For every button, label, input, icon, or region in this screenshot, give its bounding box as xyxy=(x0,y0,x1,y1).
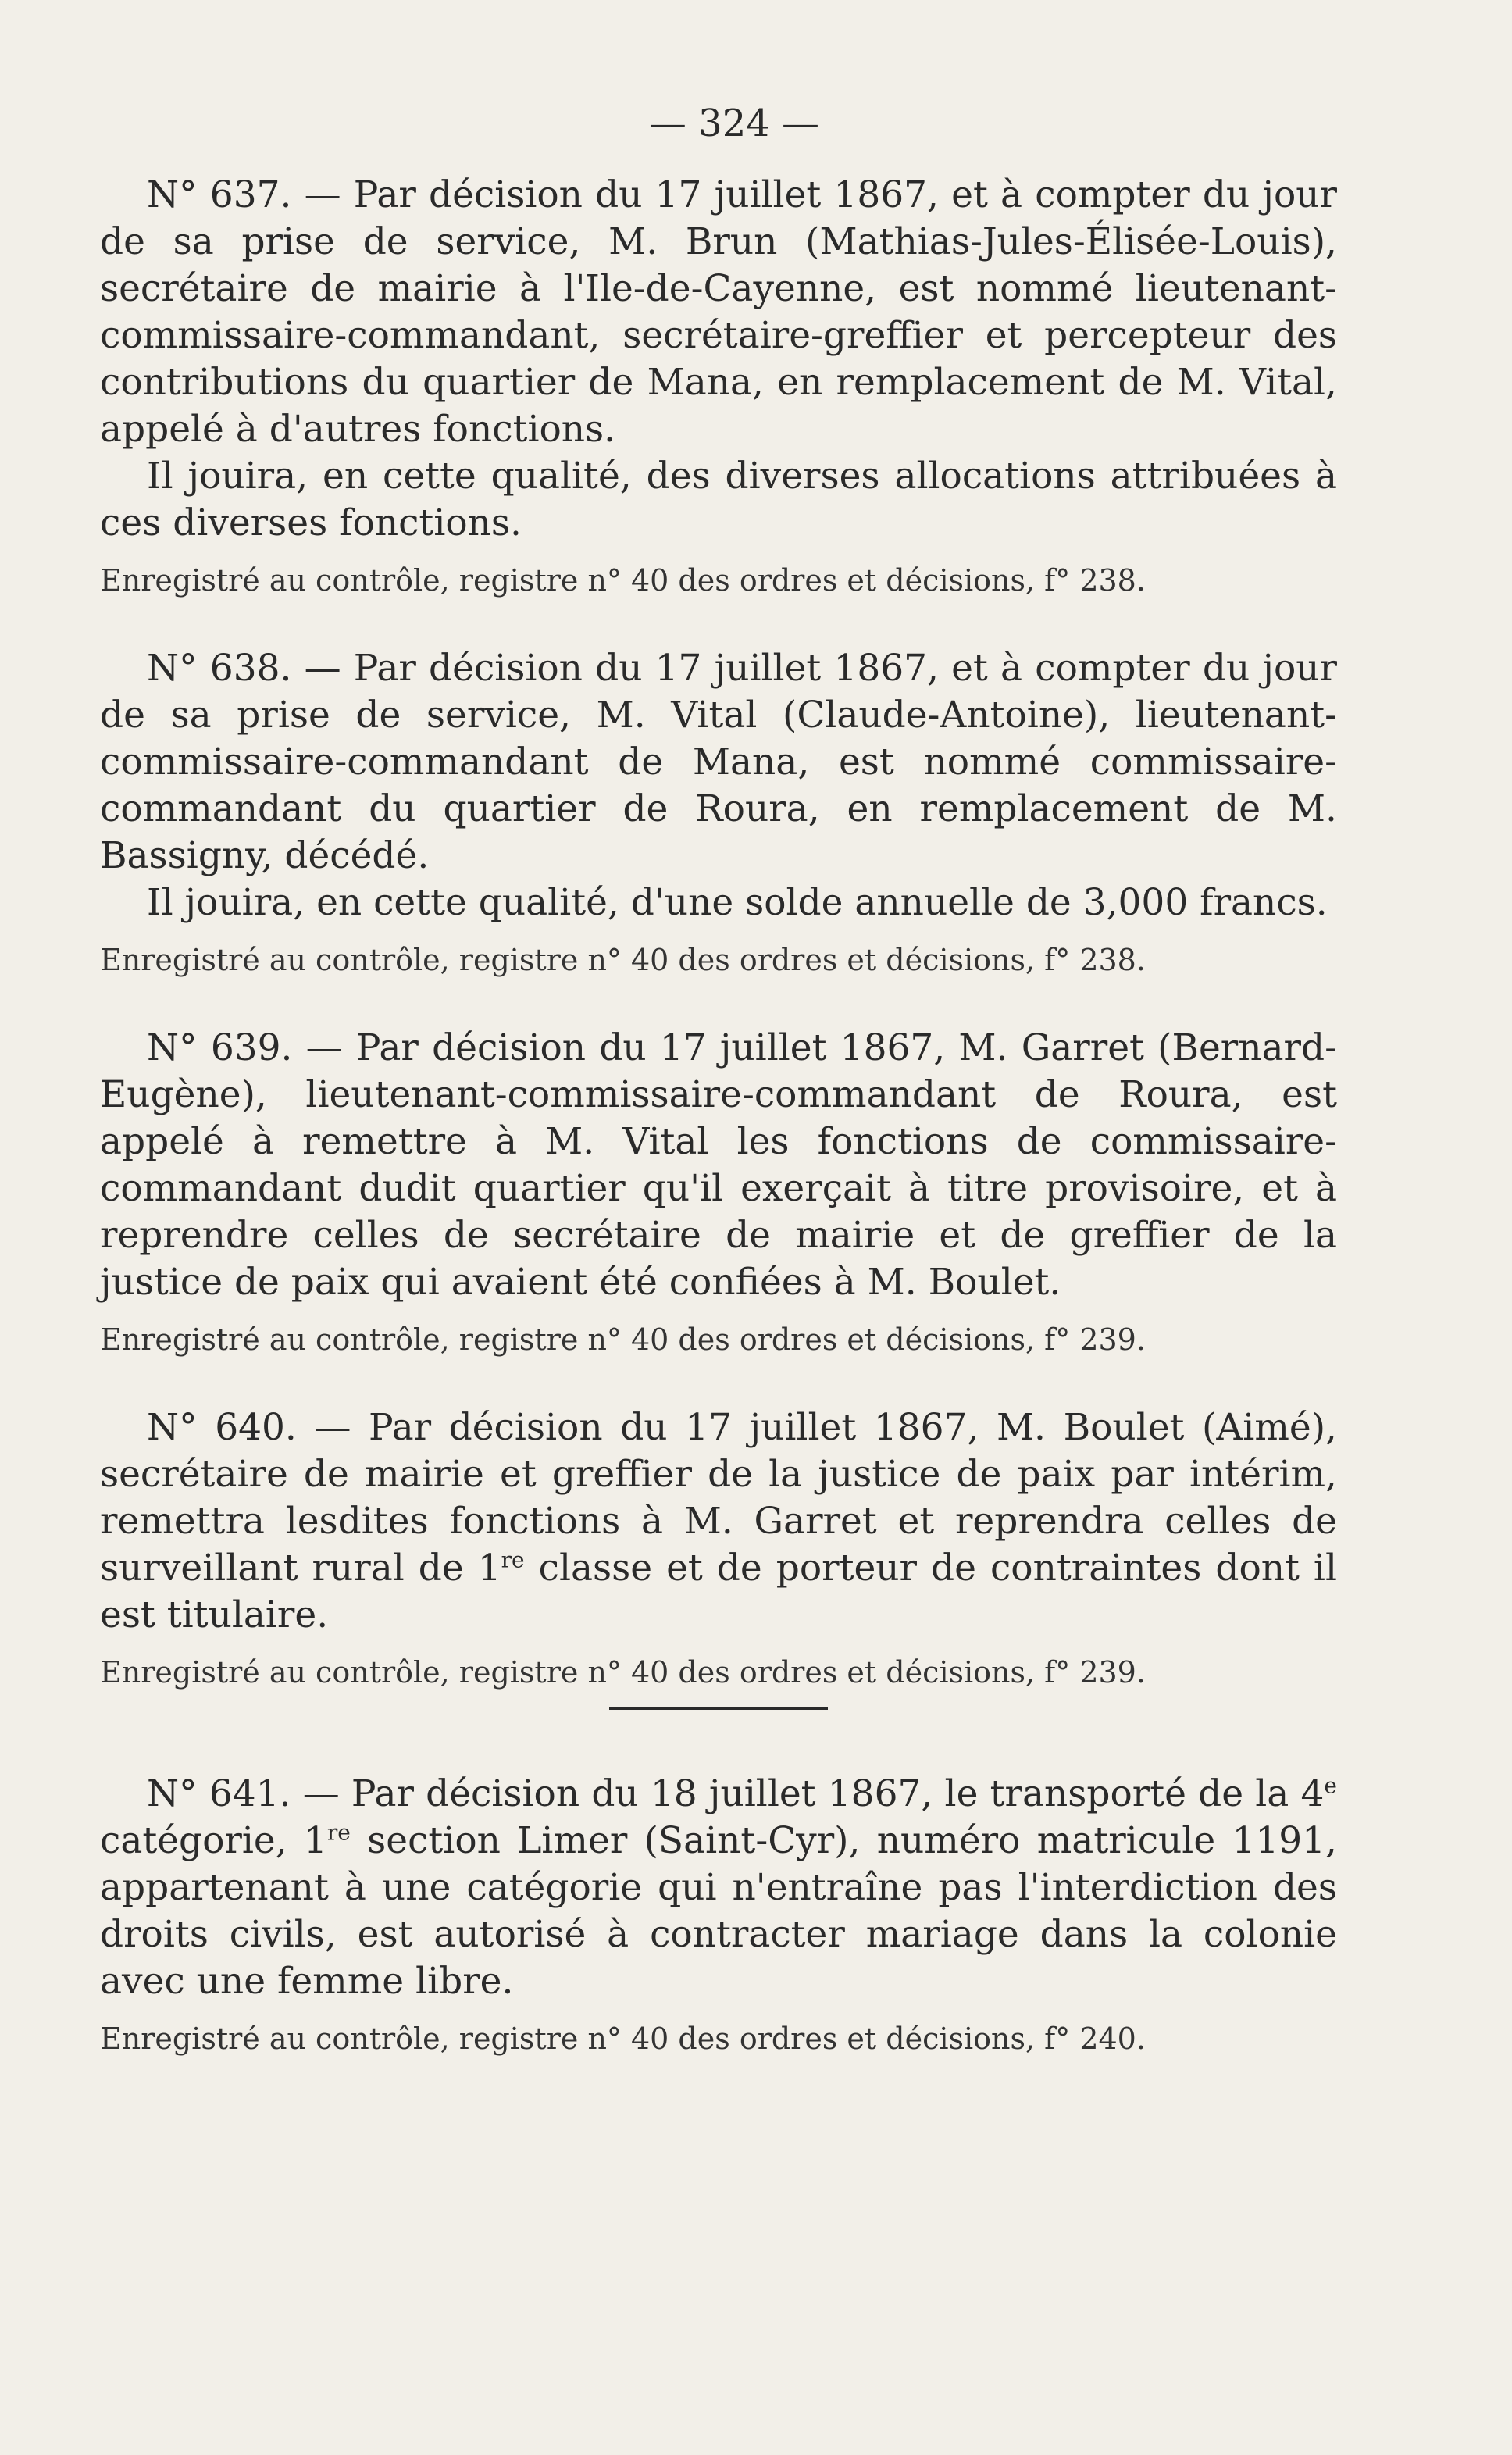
entry-639 xyxy=(100,1025,1337,1359)
entry-640-number: N° 640. xyxy=(147,1406,297,1449)
entry-639-registration: Enregistré au contrôle, registre n° 40 des ordres et décisions, f° 239. xyxy=(100,1322,1146,1357)
entry-637 xyxy=(100,172,1337,600)
entry-639-text: N° 639. — Par décision du 17 juillet 1867, M. Garret (Bernard-Eugène), lieutenant-commissaire-commandant de Roura, est appelé à remettre à M. Vital les fonctions de commissaire-commandant dudit quartier qu'il exerçait à titre provisoire, et à reprendre celles de secrétaire de mairie et de greffier de la justice de paix qui avaient été confiées à M. Boulet. xyxy=(100,1026,1337,1304)
entry-641 xyxy=(100,1771,1337,2058)
entry-640-text: N° 640. — Par décision du 17 juillet 1867, M. Boulet (Aimé), secrétaire de mairie et greffier de la justice de paix par intérim, remettra lesdites fonctions à M. Garret et reprendra celles de surveillant rural de 1re classe et de porteur de contraintes dont il est titulaire. xyxy=(100,1406,1338,1636)
entry-640-registration: Enregistré au contrôle, registre n° 40 des ordres et décisions, f° 239. xyxy=(100,1655,1146,1690)
entry-638-registration: Enregistré au contrôle, registre n° 40 des ordres et décisions, f° 238. xyxy=(100,943,1146,977)
entry-641-text: N° 641. — Par décision du 18 juillet 1867, le transporté de la 4e catégorie, 1re section Limer (Saint-Cyr), numéro matricule 1191, appartenant à une catégorie qui n'entraîne pas l'interdiction des droits civils, est autorisé à contracter mariage dans la colonie avec une femme libre. xyxy=(100,1772,1337,2003)
entry-638 xyxy=(100,645,1337,980)
section-divider xyxy=(609,1707,828,1710)
entry-641-registration: Enregistré au contrôle, registre n° 40 des ordres et décisions, f° 240. xyxy=(100,2021,1146,2056)
entry-637-extra: Il jouira, en cette qualité, des diverses allocations attribuées à ces diverses fonctions. xyxy=(100,455,1337,544)
entry-637-registration: Enregistré au contrôle, registre n° 40 des ordres et décisions, f° 238. xyxy=(100,563,1146,598)
entry-638-text: N° 638. — Par décision du 17 juillet 1867, et à compter du jour de sa prise de service, M. Vital (Claude-Antoine), lieutenant-commissaire-commandant de Mana, est nommé commissaire-commandant du quartier de Roura, en remplacement de M. Bassigny, décédé. xyxy=(100,647,1337,877)
document-page xyxy=(100,102,1337,2104)
entry-640 xyxy=(100,1404,1337,1692)
entry-638-number: N° 638. xyxy=(147,647,292,690)
entry-641-number: N° 641. xyxy=(147,1772,291,1815)
entry-637-text: N° 637. — Par décision du 17 juillet 1867, et à compter du jour de sa prise de service, M. Brun (Mathias-Jules-Élisée-Louis), secrétaire de mairie à l'Ile-de-Cayenne, est nommé lieutenant-commissaire-commandant, secrétaire-greffier et percepteur des contributions du quartier de Mana, en remplacement de M. Vital, appelé à d'autres fonctions. xyxy=(100,173,1337,451)
entry-639-number: N° 639. xyxy=(147,1026,293,1069)
entry-637-number: N° 637. xyxy=(147,173,292,216)
entry-638-extra: Il jouira, en cette qualité, d'une solde annuelle de 3,000 francs. xyxy=(147,881,1328,924)
page-number: — 324 — xyxy=(648,102,820,145)
